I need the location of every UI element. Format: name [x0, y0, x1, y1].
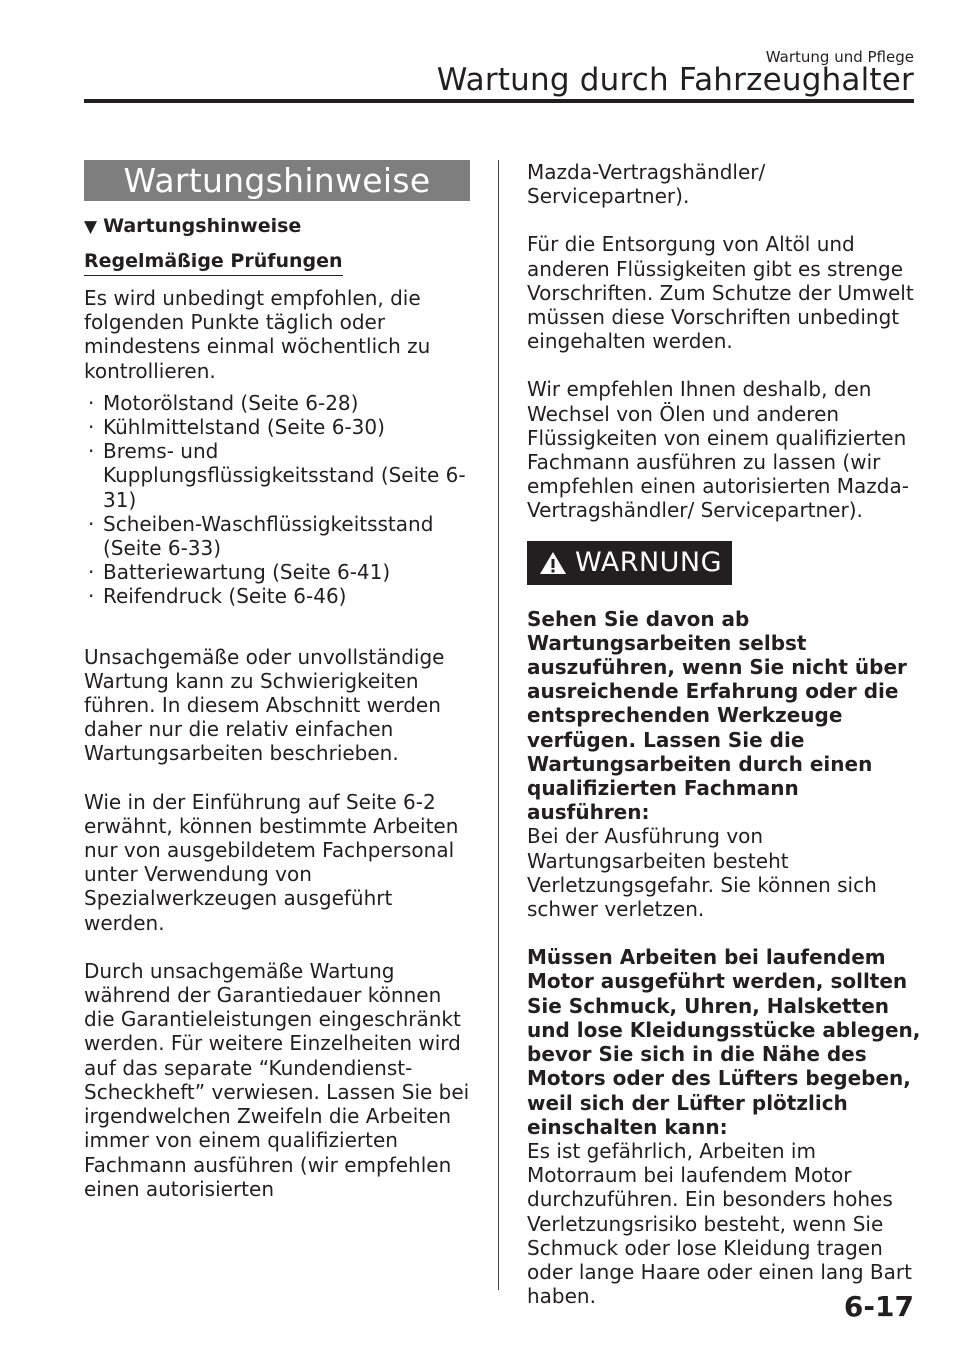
paragraph: Für die Entsorgung von Altöl und anderen Flüssigkeiten gibt es strenge Vorschriften. Zum Schutze der Umwelt müssen diese Vorschriften unbedingt eingehalten werden.	[527, 232, 914, 354]
warning-bold-text: Sehen Sie davon ab Wartungsarbeiten selbst auszuführen, wenn Sie nicht über ausreichende Erfahrung oder die entsprechenden Werkzeuge verfügen. Lassen Sie die Wartungsarbeiten durch einen qualifizierten Fachmann ausführen:	[527, 606, 907, 825]
header-rule	[84, 99, 914, 103]
header-section-title: Wartung und Pflege	[765, 48, 914, 66]
list-item: · Scheiben-Waschflüssigkeitsstand (Seite 6-33)	[88, 511, 434, 561]
subheading	[84, 213, 470, 240]
list-item-text: Batteriewartung (Seite 6-41)	[103, 560, 391, 585]
list-item: · Brems- und Kupplungsflüssigkeitsstand (Seite 6-31)	[88, 439, 466, 512]
paragraph: Unsachgemäße oder unvollständige Wartung kann zu Schwierigkeiten führen. In diesem Abschnitt werden daher nur die relativ einfachen Wartungsarbeiten beschrieben.	[84, 644, 445, 766]
warning-text: Bei der Ausführung von Wartungsarbeiten besteht Verletzungsgefahr. Sie können sich schwer verletzen.	[527, 824, 877, 922]
list-item-text: Scheiben-Waschflüssigkeitsstand (Seite 6-33)	[103, 511, 434, 561]
warning-bold-text: Müssen Arbeiten bei laufendem Motor ausgeführt werden, sollten Sie Schmuck, Uhren, Halsketten und lose Kleidungsstücke ablegen, bevor Sie sich in die Nähe des Motors oder des Lüfters begeben, weil sich der Lüfter plötzlich einschalten kann:	[527, 945, 921, 1139]
intro-paragraph: Es wird unbedingt empfohlen, die folgenden Punkte täglich oder mindestens einmal wöchentlich zu kontrollieren.	[84, 286, 431, 383]
paragraph-continued: Mazda-Vertragshändler/ Servicepartner).	[527, 160, 766, 209]
warning-text: Es ist gefährlich, Arbeiten im Motorraum bei laufendem Motor durchzuführen. Ein besonders hohes Verletzungsrisiko besteht, wenn Sie Schmuck oder lose Kleidung tragen oder lange Haare oder einen lang Bart haben.	[527, 1138, 912, 1309]
list-item: · Kühlmittelstand (Seite 6-30)	[88, 415, 385, 440]
list-item: · Reifendruck (Seite 6-46)	[88, 584, 347, 609]
subheading-text: Wartungshinweise	[103, 215, 302, 237]
warning-triangle-icon	[539, 551, 567, 575]
triangle-down-icon: ▼	[84, 217, 98, 237]
column-divider	[498, 160, 499, 1290]
list-item-text: Motorölstand (Seite 6-28)	[103, 390, 359, 415]
list-item-text: Brems- und Kupplungsflüssigkeitsstand (Seite 6-31)	[103, 439, 466, 512]
check-list	[84, 391, 470, 609]
list-item: · Motorölstand (Seite 6-28)	[88, 390, 359, 415]
page-number: 6-17	[843, 1290, 914, 1323]
section-banner: Wartungshinweise	[84, 160, 470, 201]
underlined-heading: Regelmäßige Prüfungen	[84, 248, 343, 276]
list-item-text: Reifendruck (Seite 6-46)	[103, 584, 347, 609]
left-column	[84, 160, 470, 1201]
warning-label: WARNUNG	[575, 547, 723, 579]
list-item-text: Kühlmittelstand (Seite 6-30)	[103, 415, 385, 440]
header-chapter-title: Wartung durch Fahrzeughalter	[436, 62, 914, 98]
warning-badge	[527, 541, 732, 585]
right-column	[527, 160, 922, 1308]
paragraph: Durch unsachgemäße Wartung während der Garantiedauer können die Garantieleistungen eingeschränkt werden. Für weitere Einzelheiten wird auf das separate “Kundendienst-Scheckheft” verwiesen. Lassen Sie bei irgendwelchen Zweifeln die Arbeiten immer von einem qualifizierten Fachmann ausführen (wir empfehlen einen autorisierten	[84, 958, 470, 1201]
paragraph: Wir empfehlen Ihnen deshalb, den Wechsel von Ölen und anderen Flüssigkeiten von einem qualifizierten Fachmann ausführen zu lassen (wir empfehlen einen autorisierten Mazda-Vertragshändler/ Servicepartner).	[527, 377, 909, 523]
paragraph: Wie in der Einführung auf Seite 6-2 erwähnt, können bestimmte Arbeiten nur von ausgebildetem Fachpersonal unter Verwendung von Spezialwerkzeugen ausgeführt werden.	[84, 789, 459, 935]
list-item: · Batteriewartung (Seite 6-41)	[88, 560, 391, 585]
